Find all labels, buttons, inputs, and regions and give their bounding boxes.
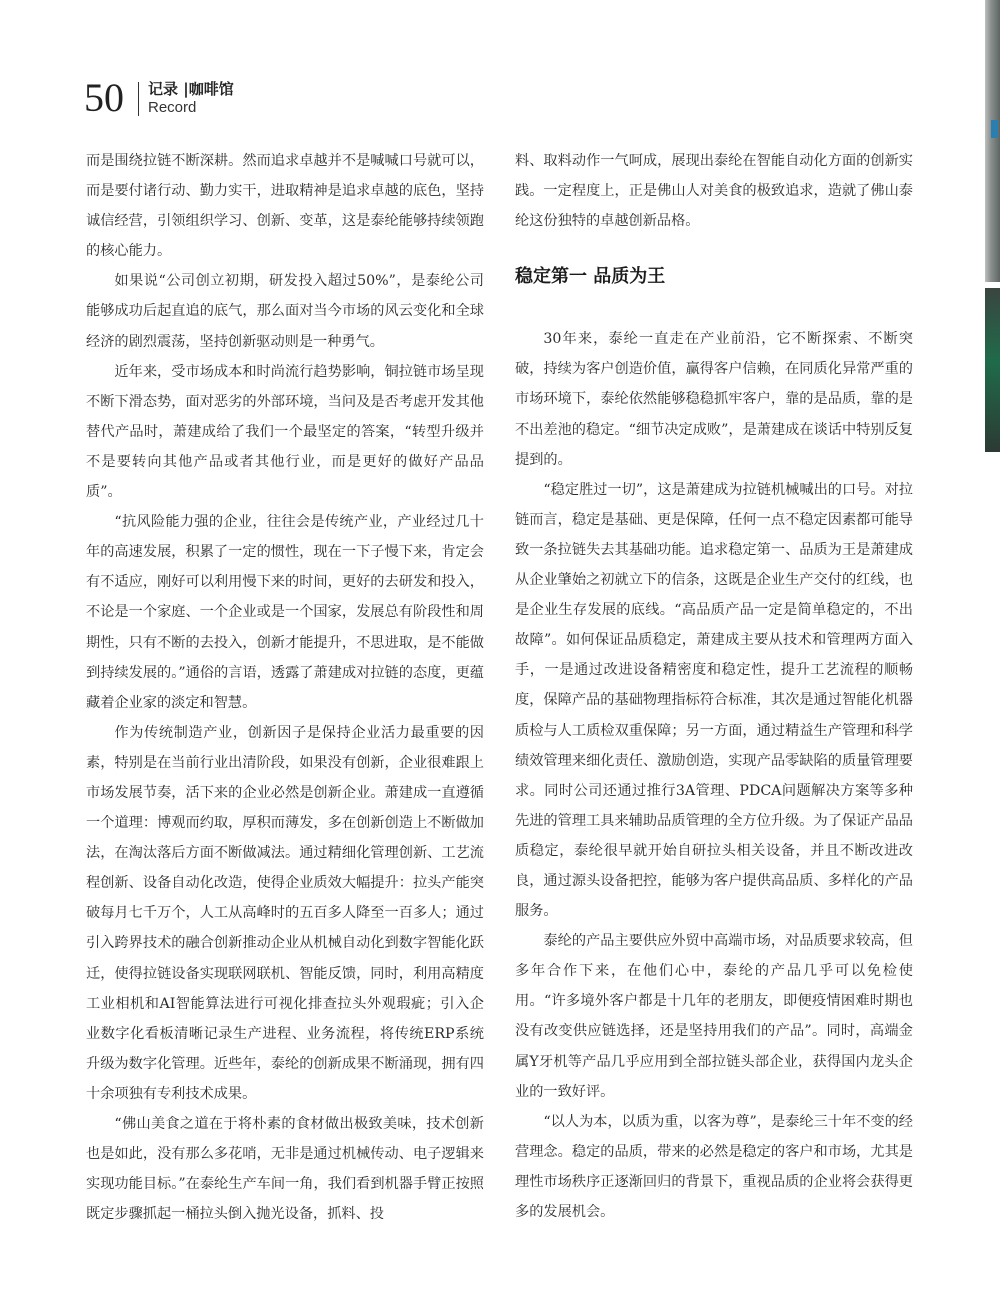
section-title-en: Record: [148, 99, 197, 116]
page-number: 50: [84, 75, 124, 120]
header-divider: [138, 82, 139, 116]
paragraph: 近年来，受市场成本和时尚流行趋势影响，铜拉链市场呈现不断下滑态势，面对恶劣的外部环境，当问及是否考虑开发其他替代产品时，萧建成给了我们一个最坚定的答案，“转型升级并不是要转向其他产品或者其他行业，而是更好的做好产品品质”。: [86, 363, 484, 501]
edge-photo-strip-top: [985, 0, 1000, 282]
left-column: [86, 146, 484, 1229]
section-heading: 稳定第一 品质为王: [515, 266, 666, 288]
edge-photo-strip-bottom: [985, 288, 1000, 452]
paragraph: 泰纶的产品主要供应外贸中高端市场，对品质要求较高，但多年合作下来，在他们心中，泰纶的产品几乎可以免检使用。“许多境外客户都是十几年的老朋友，即便疫情困难时期也没有改变供应链选择，还是坚持用我们的产品”。同时，高端金属Y牙机等产品几乎应用到全部拉链头部企业，获得国内龙头企业的一致好评。: [515, 933, 913, 1100]
photo-detail: [991, 120, 998, 138]
paragraph: “佛山美食之道在于将朴素的食材做出极致美味，技术创新也是如此，没有那么多花哨，无非是通过机械传动、电子逻辑来实现功能目标。”在泰纶生产车间一角，我们看到机器手臂正按照既定步骤抓起一桶拉头倒入抛光设备，抓料、投: [86, 1116, 484, 1223]
paragraph: “稳定胜过一切”，这是萧建成为拉链机械喊出的口号。对拉链而言，稳定是基础、更是保障，任何一点不稳定因素都可能导致一条拉链失去其基础功能。追求稳定第一、品质为王是萧建成从企业肇始之初就立下的信条，这既是企业生产交付的红线，也是企业生存发展的底线。“高品质产品一定是简单稳定的，不出故障”。如何保证品质稳定，萧建成主要从技术和管理两方面入手，一是通过改进设备精密度和稳定性，提升工艺流程的顺畅度，保障产品的基础物理指标符合标准，其次是通过智能化机器质检与人工质检双重保障；另一方面，通过精益生产管理和科学绩效管理来细化责任、激励创造，实现产品零缺陷的质量管理要求。同时公司还通过推行3A管理、PDCA问题解决方案等多种先进的管理工具来辅助品质管理的全方位升级。为了保证产品品质稳定，泰纶很早就开始自研拉头相关设备，并且不断改进改良，通过源头设备把控，能够为客户提供高品质、多样化的产品服务。: [515, 481, 913, 920]
section-title-cn: 记录 |咖啡馆: [148, 80, 234, 98]
paragraph: “抗风险能力强的企业，往往会是传统产业，产业经过几十年的高速发展，积累了一定的惯性，现在一下子慢下来，肯定会有不适应，刚好可以利用慢下来的时间，更好的去研发和投入，不论是一个家庭、一个企业或是一个国家，发展总有阶段性和周期性，只有不断的去投入，创新才能提升，不思进取，是不能做到持续发展的。”通俗的言语，透露了萧建成对拉链的态度，更蕴藏着企业家的淡定和智慧。: [86, 514, 484, 711]
right-column: [515, 146, 913, 1227]
paragraph: 30年来，泰纶一直走在产业前沿，它不断探索、不断突破，持续为客户创造价值，赢得客户信赖，在同质化异常严重的市场环境下，泰纶依然能够稳稳抓牢客户，靠的是品质，靠的是不出差池的稳定。“细节决定成败”，是萧建成在谈话中特别反复提到的。: [515, 331, 913, 468]
paragraph: 如果说“公司创立初期，研发投入超过50%”，是泰纶公司能够成功后起直追的底气，那么面对当今市场的风云变化和全球经济的剧烈震荡，坚持创新驱动则是一种勇气。: [86, 273, 484, 350]
paragraph: 作为传统制造产业，创新因子是保持企业活力最重要的因素，特别是在当前行业出清阶段，如果没有创新，企业很难跟上市场发展节奏，活下来的企业必然是创新企业。萧建成一直遵循一个道理：博观而约取，厚积而薄发，多在创新创造上不断做加法，在淘汰落后方面不断做减法。通过精细化管理创新、工艺流程创新、设备自动化改造，使得企业质效大幅提升：拉头产能突破每月七千万个，人工从高峰时的五百多人降至一百多人；通过引入跨界技术的融合创新推动企业从机械自动化到数字智能化跃迁，使得拉链设备实现联网联机、智能反馈，同时，利用高精度工业相机和AI智能算法进行可视化排查拉头外观瑕疵；引入企业数字化看板清晰记录生产进程、业务流程，将传统ERP系统升级为数字化管理。近些年，泰纶的创新成果不断涌现，拥有四十余项独有专利技术成果。: [86, 724, 484, 1102]
paragraph: 而是围绕拉链不断深耕。然而追求卓越并不是喊喊口号就可以，而是要付诸行动、勤力实干，进取精神是追求卓越的底色，坚持诚信经营，引领组织学习、创新、变革，这是泰纶能够持续领跑的核心能力。: [86, 153, 484, 260]
paragraph: 料、取料动作一气呵成，展现出泰纶在智能自动化方面的创新实践。一定程度上，正是佛山人对美食的极致追求，造就了佛山泰纶这份独特的卓越创新品格。: [515, 153, 913, 230]
paragraph: “以人为本，以质为重，以客为尊”，是泰纶三十年不变的经营理念。稳定的品质，带来的必然是稳定的客户和市场，尤其是理性市场秩序正逐渐回归的背景下，重视品质的企业将会获得更多的发展机会。: [515, 1113, 913, 1220]
